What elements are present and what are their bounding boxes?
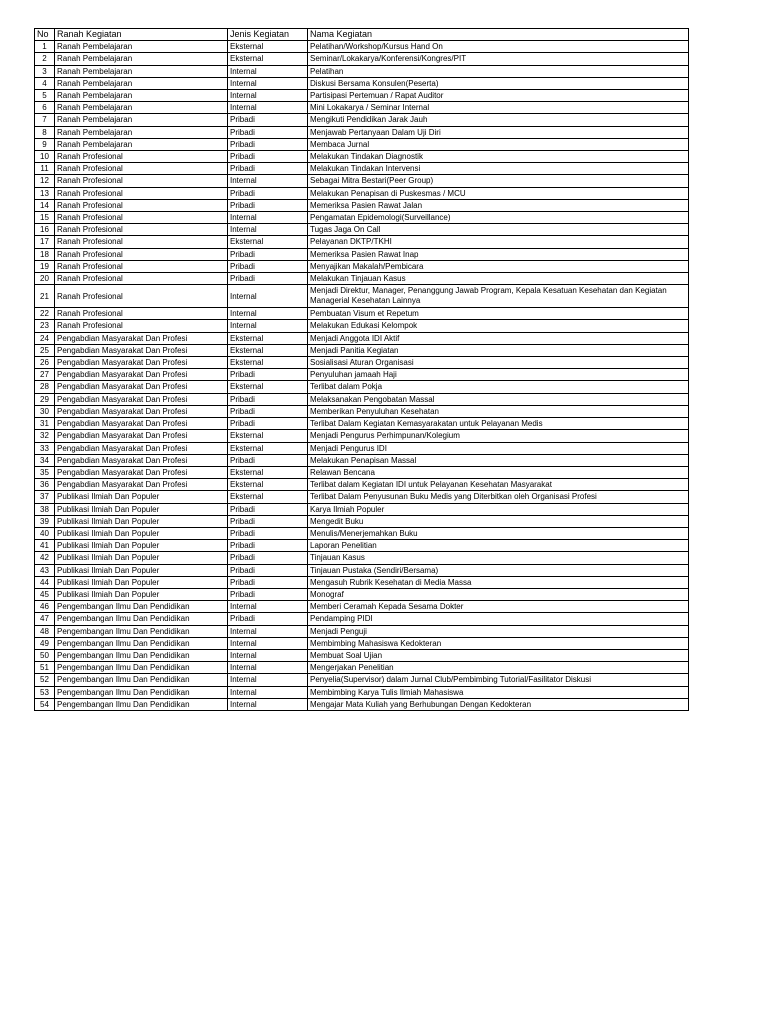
cell-jenis-kegiatan: Internal	[228, 65, 308, 77]
table-body	[35, 41, 689, 711]
cell-ranah-kegiatan: Pengembangan Ilmu Dan Pendidikan	[55, 674, 228, 686]
cell-ranah-kegiatan: Ranah Profesional	[55, 260, 228, 272]
cell-ranah-kegiatan: Ranah Profesional	[55, 163, 228, 175]
cell-nama-kegiatan: Tinjauan Kasus	[308, 552, 689, 564]
cell-jenis-kegiatan: Pribadi	[228, 405, 308, 417]
table-row	[35, 236, 689, 248]
cell-jenis-kegiatan: Pribadi	[228, 588, 308, 600]
cell-nama-kegiatan: Membuat Soal Ujian	[308, 649, 689, 661]
cell-no: 49	[35, 637, 55, 649]
cell-ranah-kegiatan: Ranah Profesional	[55, 224, 228, 236]
cell-ranah-kegiatan: Ranah Profesional	[55, 199, 228, 211]
header-ranah-kegiatan: Ranah Kegiatan	[55, 29, 228, 41]
cell-no: 15	[35, 212, 55, 224]
cell-no: 23	[35, 320, 55, 332]
cell-ranah-kegiatan: Pengabdian Masyarakat Dan Profesi	[55, 405, 228, 417]
cell-nama-kegiatan: Karya Ilmiah Populer	[308, 503, 689, 515]
cell-jenis-kegiatan: Pribadi	[228, 163, 308, 175]
cell-nama-kegiatan: Pelatihan	[308, 65, 689, 77]
cell-nama-kegiatan: Laporan Penelitian	[308, 540, 689, 552]
cell-no: 37	[35, 491, 55, 503]
cell-jenis-kegiatan: Internal	[228, 285, 308, 308]
table-row	[35, 527, 689, 539]
cell-ranah-kegiatan: Publikasi Ilmiah Dan Populer	[55, 552, 228, 564]
table-row	[35, 41, 689, 53]
cell-jenis-kegiatan: Internal	[228, 102, 308, 114]
cell-jenis-kegiatan: Pribadi	[228, 576, 308, 588]
cell-ranah-kegiatan: Publikasi Ilmiah Dan Populer	[55, 527, 228, 539]
cell-ranah-kegiatan: Pengabdian Masyarakat Dan Profesi	[55, 381, 228, 393]
cell-no: 31	[35, 418, 55, 430]
cell-no: 50	[35, 649, 55, 661]
cell-jenis-kegiatan: Internal	[228, 601, 308, 613]
cell-nama-kegiatan: Membimbing Karya Tulis Ilmiah Mahasiswa	[308, 686, 689, 698]
table-row	[35, 90, 689, 102]
cell-no: 12	[35, 175, 55, 187]
cell-no: 48	[35, 625, 55, 637]
header-jenis-kegiatan: Jenis Kegiatan	[228, 29, 308, 41]
table-row	[35, 151, 689, 163]
cell-no: 5	[35, 90, 55, 102]
cell-jenis-kegiatan: Internal	[228, 674, 308, 686]
table-row	[35, 175, 689, 187]
cell-nama-kegiatan: Menjadi Pengurus IDI	[308, 442, 689, 454]
cell-jenis-kegiatan: Eksternal	[228, 479, 308, 491]
table-row	[35, 126, 689, 138]
cell-ranah-kegiatan: Ranah Pembelajaran	[55, 65, 228, 77]
cell-no: 28	[35, 381, 55, 393]
cell-jenis-kegiatan: Pribadi	[228, 503, 308, 515]
cell-nama-kegiatan: Monograf	[308, 588, 689, 600]
table-row	[35, 430, 689, 442]
cell-jenis-kegiatan: Pribadi	[228, 369, 308, 381]
cell-nama-kegiatan: Membimbing Mahasiswa Kedokteran	[308, 637, 689, 649]
cell-no: 41	[35, 540, 55, 552]
cell-no: 24	[35, 332, 55, 344]
cell-nama-kegiatan: Pengamatan Epidemologi(Surveillance)	[308, 212, 689, 224]
cell-nama-kegiatan: Terlibat dalam Pokja	[308, 381, 689, 393]
cell-ranah-kegiatan: Publikasi Ilmiah Dan Populer	[55, 588, 228, 600]
cell-nama-kegiatan: Menulis/Menerjemahkan Buku	[308, 527, 689, 539]
cell-nama-kegiatan: Memeriksa Pasien Rawat Jalan	[308, 199, 689, 211]
cell-no: 45	[35, 588, 55, 600]
cell-ranah-kegiatan: Pengabdian Masyarakat Dan Profesi	[55, 479, 228, 491]
cell-no: 34	[35, 454, 55, 466]
table-row	[35, 102, 689, 114]
cell-no: 51	[35, 662, 55, 674]
table-row	[35, 552, 689, 564]
cell-nama-kegiatan: Tinjauan Pustaka (Sendiri/Bersama)	[308, 564, 689, 576]
cell-ranah-kegiatan: Ranah Profesional	[55, 175, 228, 187]
cell-jenis-kegiatan: Eksternal	[228, 357, 308, 369]
cell-no: 19	[35, 260, 55, 272]
cell-nama-kegiatan: Melakukan Penapisan Massal	[308, 454, 689, 466]
cell-ranah-kegiatan: Pengembangan Ilmu Dan Pendidikan	[55, 637, 228, 649]
table-row	[35, 224, 689, 236]
table-row	[35, 491, 689, 503]
cell-ranah-kegiatan: Pengembangan Ilmu Dan Pendidikan	[55, 601, 228, 613]
cell-no: 8	[35, 126, 55, 138]
cell-jenis-kegiatan: Eksternal	[228, 491, 308, 503]
table-row	[35, 199, 689, 211]
cell-ranah-kegiatan: Ranah Pembelajaran	[55, 126, 228, 138]
cell-jenis-kegiatan: Internal	[228, 77, 308, 89]
cell-no: 42	[35, 552, 55, 564]
table-row	[35, 454, 689, 466]
table-row	[35, 625, 689, 637]
cell-nama-kegiatan: Melakukan Tinjauan Kasus	[308, 273, 689, 285]
cell-nama-kegiatan: Menjadi Panitia Kegiatan	[308, 344, 689, 356]
table-row	[35, 308, 689, 320]
cell-nama-kegiatan: Mengajar Mata Kuliah yang Berhubungan Dengan Kedokteran	[308, 698, 689, 710]
cell-nama-kegiatan: Seminar/Lokakarya/Konferensi/Kongres/PIT	[308, 53, 689, 65]
cell-nama-kegiatan: Diskusi Bersama Konsulen(Peserta)	[308, 77, 689, 89]
cell-nama-kegiatan: Pelayanan DKTP/TKHI	[308, 236, 689, 248]
table-row	[35, 285, 689, 308]
cell-no: 7	[35, 114, 55, 126]
table-row	[35, 662, 689, 674]
cell-jenis-kegiatan: Pribadi	[228, 138, 308, 150]
cell-nama-kegiatan: Menjawab Pertanyaan Dalam Uji Diri	[308, 126, 689, 138]
cell-jenis-kegiatan: Eksternal	[228, 430, 308, 442]
cell-no: 11	[35, 163, 55, 175]
cell-nama-kegiatan: Memeriksa Pasien Rawat Inap	[308, 248, 689, 260]
cell-jenis-kegiatan: Eksternal	[228, 344, 308, 356]
cell-no: 3	[35, 65, 55, 77]
cell-nama-kegiatan: Mengedit Buku	[308, 515, 689, 527]
cell-jenis-kegiatan: Pribadi	[228, 418, 308, 430]
table-row	[35, 381, 689, 393]
cell-ranah-kegiatan: Ranah Pembelajaran	[55, 138, 228, 150]
table-row	[35, 442, 689, 454]
cell-nama-kegiatan: Partisipasi Pertemuan / Rapat Auditor	[308, 90, 689, 102]
cell-nama-kegiatan: Terlibat dalam Kegiatan IDI untuk Pelayanan Kesehatan Masyarakat	[308, 479, 689, 491]
table-row	[35, 564, 689, 576]
cell-nama-kegiatan: Memberi Ceramah Kepada Sesama Dokter	[308, 601, 689, 613]
cell-jenis-kegiatan: Pribadi	[228, 515, 308, 527]
cell-jenis-kegiatan: Eksternal	[228, 466, 308, 478]
header-nama-kegiatan: Nama Kegiatan	[308, 29, 689, 41]
cell-ranah-kegiatan: Ranah Pembelajaran	[55, 41, 228, 53]
cell-jenis-kegiatan: Pribadi	[228, 114, 308, 126]
table-row	[35, 332, 689, 344]
cell-no: 6	[35, 102, 55, 114]
cell-ranah-kegiatan: Pengabdian Masyarakat Dan Profesi	[55, 466, 228, 478]
cell-no: 29	[35, 393, 55, 405]
cell-ranah-kegiatan: Pengembangan Ilmu Dan Pendidikan	[55, 662, 228, 674]
cell-no: 16	[35, 224, 55, 236]
table-row	[35, 248, 689, 260]
cell-jenis-kegiatan: Pribadi	[228, 260, 308, 272]
cell-no: 14	[35, 199, 55, 211]
table-row	[35, 357, 689, 369]
table-row	[35, 212, 689, 224]
cell-nama-kegiatan: Mengikuti Pendidikan Jarak Jauh	[308, 114, 689, 126]
table-row	[35, 515, 689, 527]
table-row	[35, 53, 689, 65]
cell-no: 39	[35, 515, 55, 527]
cell-no: 22	[35, 308, 55, 320]
table-row	[35, 405, 689, 417]
cell-ranah-kegiatan: Ranah Pembelajaran	[55, 90, 228, 102]
cell-ranah-kegiatan: Pengembangan Ilmu Dan Pendidikan	[55, 613, 228, 625]
cell-jenis-kegiatan: Internal	[228, 90, 308, 102]
table-row	[35, 466, 689, 478]
cell-no: 20	[35, 273, 55, 285]
cell-no: 52	[35, 674, 55, 686]
cell-nama-kegiatan: Menyajikan Makalah/Pembicara	[308, 260, 689, 272]
cell-no: 21	[35, 285, 55, 308]
cell-ranah-kegiatan: Ranah Profesional	[55, 212, 228, 224]
cell-jenis-kegiatan: Eksternal	[228, 41, 308, 53]
cell-ranah-kegiatan: Ranah Profesional	[55, 308, 228, 320]
cell-jenis-kegiatan: Pribadi	[228, 393, 308, 405]
table-row	[35, 686, 689, 698]
cell-ranah-kegiatan: Pengabdian Masyarakat Dan Profesi	[55, 393, 228, 405]
cell-no: 27	[35, 369, 55, 381]
cell-jenis-kegiatan: Pribadi	[228, 540, 308, 552]
cell-no: 17	[35, 236, 55, 248]
cell-jenis-kegiatan: Internal	[228, 320, 308, 332]
cell-ranah-kegiatan: Pengembangan Ilmu Dan Pendidikan	[55, 649, 228, 661]
cell-no: 33	[35, 442, 55, 454]
cell-ranah-kegiatan: Pengabdian Masyarakat Dan Profesi	[55, 418, 228, 430]
cell-nama-kegiatan: Pendamping PIDI	[308, 613, 689, 625]
cell-nama-kegiatan: Melakukan Tindakan Intervensi	[308, 163, 689, 175]
cell-nama-kegiatan: Menjadi Penguji	[308, 625, 689, 637]
cell-nama-kegiatan: Menjadi Direktur, Manager, Penanggung Jawab Program, Kepala Kesatuan Kesehatan dan Kegiatan Managerial Kesehatan Lainnya	[308, 285, 689, 308]
cell-no: 10	[35, 151, 55, 163]
cell-no: 44	[35, 576, 55, 588]
cell-jenis-kegiatan: Internal	[228, 637, 308, 649]
cell-nama-kegiatan: Melakukan Edukasi Kelompok	[308, 320, 689, 332]
cell-nama-kegiatan: Mini Lokakarya / Seminar Internal	[308, 102, 689, 114]
cell-no: 4	[35, 77, 55, 89]
cell-jenis-kegiatan: Pribadi	[228, 199, 308, 211]
cell-jenis-kegiatan: Internal	[228, 698, 308, 710]
cell-jenis-kegiatan: Pribadi	[228, 552, 308, 564]
cell-nama-kegiatan: Melaksanakan Pengobatan Massal	[308, 393, 689, 405]
cell-jenis-kegiatan: Internal	[228, 212, 308, 224]
cell-nama-kegiatan: Pembuatan Visum et Repetum	[308, 308, 689, 320]
table-row	[35, 163, 689, 175]
cell-jenis-kegiatan: Internal	[228, 625, 308, 637]
cell-ranah-kegiatan: Publikasi Ilmiah Dan Populer	[55, 515, 228, 527]
cell-jenis-kegiatan: Pribadi	[228, 248, 308, 260]
cell-ranah-kegiatan: Publikasi Ilmiah Dan Populer	[55, 576, 228, 588]
table-row	[35, 698, 689, 710]
cell-ranah-kegiatan: Pengembangan Ilmu Dan Pendidikan	[55, 625, 228, 637]
cell-nama-kegiatan: Melakukan Tindakan Diagnostik	[308, 151, 689, 163]
cell-no: 30	[35, 405, 55, 417]
cell-ranah-kegiatan: Pengabdian Masyarakat Dan Profesi	[55, 430, 228, 442]
table-row	[35, 77, 689, 89]
cell-ranah-kegiatan: Pengabdian Masyarakat Dan Profesi	[55, 332, 228, 344]
table-row	[35, 649, 689, 661]
cell-jenis-kegiatan: Pribadi	[228, 564, 308, 576]
cell-jenis-kegiatan: Eksternal	[228, 442, 308, 454]
table-row	[35, 588, 689, 600]
cell-ranah-kegiatan: Pengabdian Masyarakat Dan Profesi	[55, 357, 228, 369]
cell-nama-kegiatan: Pelatihan/Workshop/Kursus Hand On	[308, 41, 689, 53]
cell-nama-kegiatan: Tugas Jaga On Call	[308, 224, 689, 236]
cell-nama-kegiatan: Terlibat Dalam Penyusunan Buku Medis yang Diterbitkan oleh Organisasi Profesi	[308, 491, 689, 503]
cell-no: 18	[35, 248, 55, 260]
cell-ranah-kegiatan: Publikasi Ilmiah Dan Populer	[55, 564, 228, 576]
table-row	[35, 138, 689, 150]
cell-jenis-kegiatan: Pribadi	[228, 454, 308, 466]
cell-nama-kegiatan: Mengasuh Rubrik Kesehatan di Media Massa	[308, 576, 689, 588]
cell-no: 26	[35, 357, 55, 369]
cell-no: 9	[35, 138, 55, 150]
cell-nama-kegiatan: Melakukan Penapisan di Puskesmas / MCU	[308, 187, 689, 199]
table-row	[35, 540, 689, 552]
cell-no: 38	[35, 503, 55, 515]
cell-jenis-kegiatan: Pribadi	[228, 151, 308, 163]
cell-ranah-kegiatan: Ranah Profesional	[55, 187, 228, 199]
cell-ranah-kegiatan: Ranah Profesional	[55, 248, 228, 260]
header-no: No	[35, 29, 55, 41]
table-row	[35, 344, 689, 356]
cell-jenis-kegiatan: Internal	[228, 175, 308, 187]
table-row	[35, 601, 689, 613]
cell-ranah-kegiatan: Pengabdian Masyarakat Dan Profesi	[55, 454, 228, 466]
cell-no: 47	[35, 613, 55, 625]
cell-jenis-kegiatan: Internal	[228, 662, 308, 674]
cell-nama-kegiatan: Memberikan Penyuluhan Kesehatan	[308, 405, 689, 417]
cell-ranah-kegiatan: Publikasi Ilmiah Dan Populer	[55, 540, 228, 552]
cell-nama-kegiatan: Penyelia(Supervisor) dalam Jurnal Club/Pembimbing Tutorial/Fasilitator Diskusi	[308, 674, 689, 686]
table-row	[35, 65, 689, 77]
cell-no: 32	[35, 430, 55, 442]
cell-jenis-kegiatan: Pribadi	[228, 187, 308, 199]
cell-jenis-kegiatan: Pribadi	[228, 527, 308, 539]
cell-jenis-kegiatan: Internal	[228, 308, 308, 320]
cell-jenis-kegiatan: Pribadi	[228, 613, 308, 625]
header-row	[35, 29, 689, 41]
cell-no: 13	[35, 187, 55, 199]
cell-no: 1	[35, 41, 55, 53]
cell-jenis-kegiatan: Eksternal	[228, 53, 308, 65]
cell-nama-kegiatan: Sebagai Mitra Bestari(Peer Group)	[308, 175, 689, 187]
cell-no: 53	[35, 686, 55, 698]
cell-jenis-kegiatan: Eksternal	[228, 332, 308, 344]
cell-jenis-kegiatan: Pribadi	[228, 126, 308, 138]
table-row	[35, 369, 689, 381]
cell-jenis-kegiatan: Eksternal	[228, 381, 308, 393]
cell-jenis-kegiatan: Eksternal	[228, 236, 308, 248]
table-row	[35, 503, 689, 515]
cell-nama-kegiatan: Membaca Jurnal	[308, 138, 689, 150]
table-row	[35, 114, 689, 126]
cell-no: 43	[35, 564, 55, 576]
cell-jenis-kegiatan: Pribadi	[228, 273, 308, 285]
table-row	[35, 479, 689, 491]
table-row	[35, 260, 689, 272]
table-row	[35, 187, 689, 199]
table-row	[35, 418, 689, 430]
cell-nama-kegiatan: Menjadi Anggota IDI Aktif	[308, 332, 689, 344]
cell-ranah-kegiatan: Ranah Pembelajaran	[55, 53, 228, 65]
cell-ranah-kegiatan: Publikasi Ilmiah Dan Populer	[55, 503, 228, 515]
cell-no: 46	[35, 601, 55, 613]
cell-no: 2	[35, 53, 55, 65]
table-row	[35, 613, 689, 625]
cell-ranah-kegiatan: Ranah Profesional	[55, 151, 228, 163]
activity-table	[34, 28, 689, 711]
cell-ranah-kegiatan: Pengabdian Masyarakat Dan Profesi	[55, 369, 228, 381]
cell-nama-kegiatan: Sosialisasi Aturan Organisasi	[308, 357, 689, 369]
table-row	[35, 320, 689, 332]
cell-ranah-kegiatan: Ranah Pembelajaran	[55, 114, 228, 126]
cell-no: 35	[35, 466, 55, 478]
cell-ranah-kegiatan: Ranah Pembelajaran	[55, 77, 228, 89]
cell-ranah-kegiatan: Ranah Pembelajaran	[55, 102, 228, 114]
cell-no: 36	[35, 479, 55, 491]
cell-ranah-kegiatan: Pengabdian Masyarakat Dan Profesi	[55, 442, 228, 454]
cell-nama-kegiatan: Mengerjakan Penelitian	[308, 662, 689, 674]
cell-jenis-kegiatan: Internal	[228, 224, 308, 236]
cell-ranah-kegiatan: Ranah Profesional	[55, 273, 228, 285]
table-row	[35, 576, 689, 588]
cell-no: 54	[35, 698, 55, 710]
table-row	[35, 637, 689, 649]
cell-nama-kegiatan: Penyuluhan jamaah Haji	[308, 369, 689, 381]
table-row	[35, 393, 689, 405]
table-row	[35, 273, 689, 285]
cell-jenis-kegiatan: Internal	[228, 686, 308, 698]
cell-nama-kegiatan: Menjadi Pengurus Perhimpunan/Kolegium	[308, 430, 689, 442]
cell-ranah-kegiatan: Ranah Profesional	[55, 320, 228, 332]
table-row	[35, 674, 689, 686]
cell-no: 40	[35, 527, 55, 539]
cell-no: 25	[35, 344, 55, 356]
cell-nama-kegiatan: Terlibat Dalam Kegiatan Kemasyarakatan untuk Pelayanan Medis	[308, 418, 689, 430]
cell-ranah-kegiatan: Ranah Profesional	[55, 285, 228, 308]
cell-ranah-kegiatan: Pengembangan Ilmu Dan Pendidikan	[55, 686, 228, 698]
cell-ranah-kegiatan: Publikasi Ilmiah Dan Populer	[55, 491, 228, 503]
cell-ranah-kegiatan: Pengabdian Masyarakat Dan Profesi	[55, 344, 228, 356]
cell-ranah-kegiatan: Ranah Profesional	[55, 236, 228, 248]
cell-nama-kegiatan: Relawan Bencana	[308, 466, 689, 478]
cell-jenis-kegiatan: Internal	[228, 649, 308, 661]
cell-ranah-kegiatan: Pengembangan Ilmu Dan Pendidikan	[55, 698, 228, 710]
